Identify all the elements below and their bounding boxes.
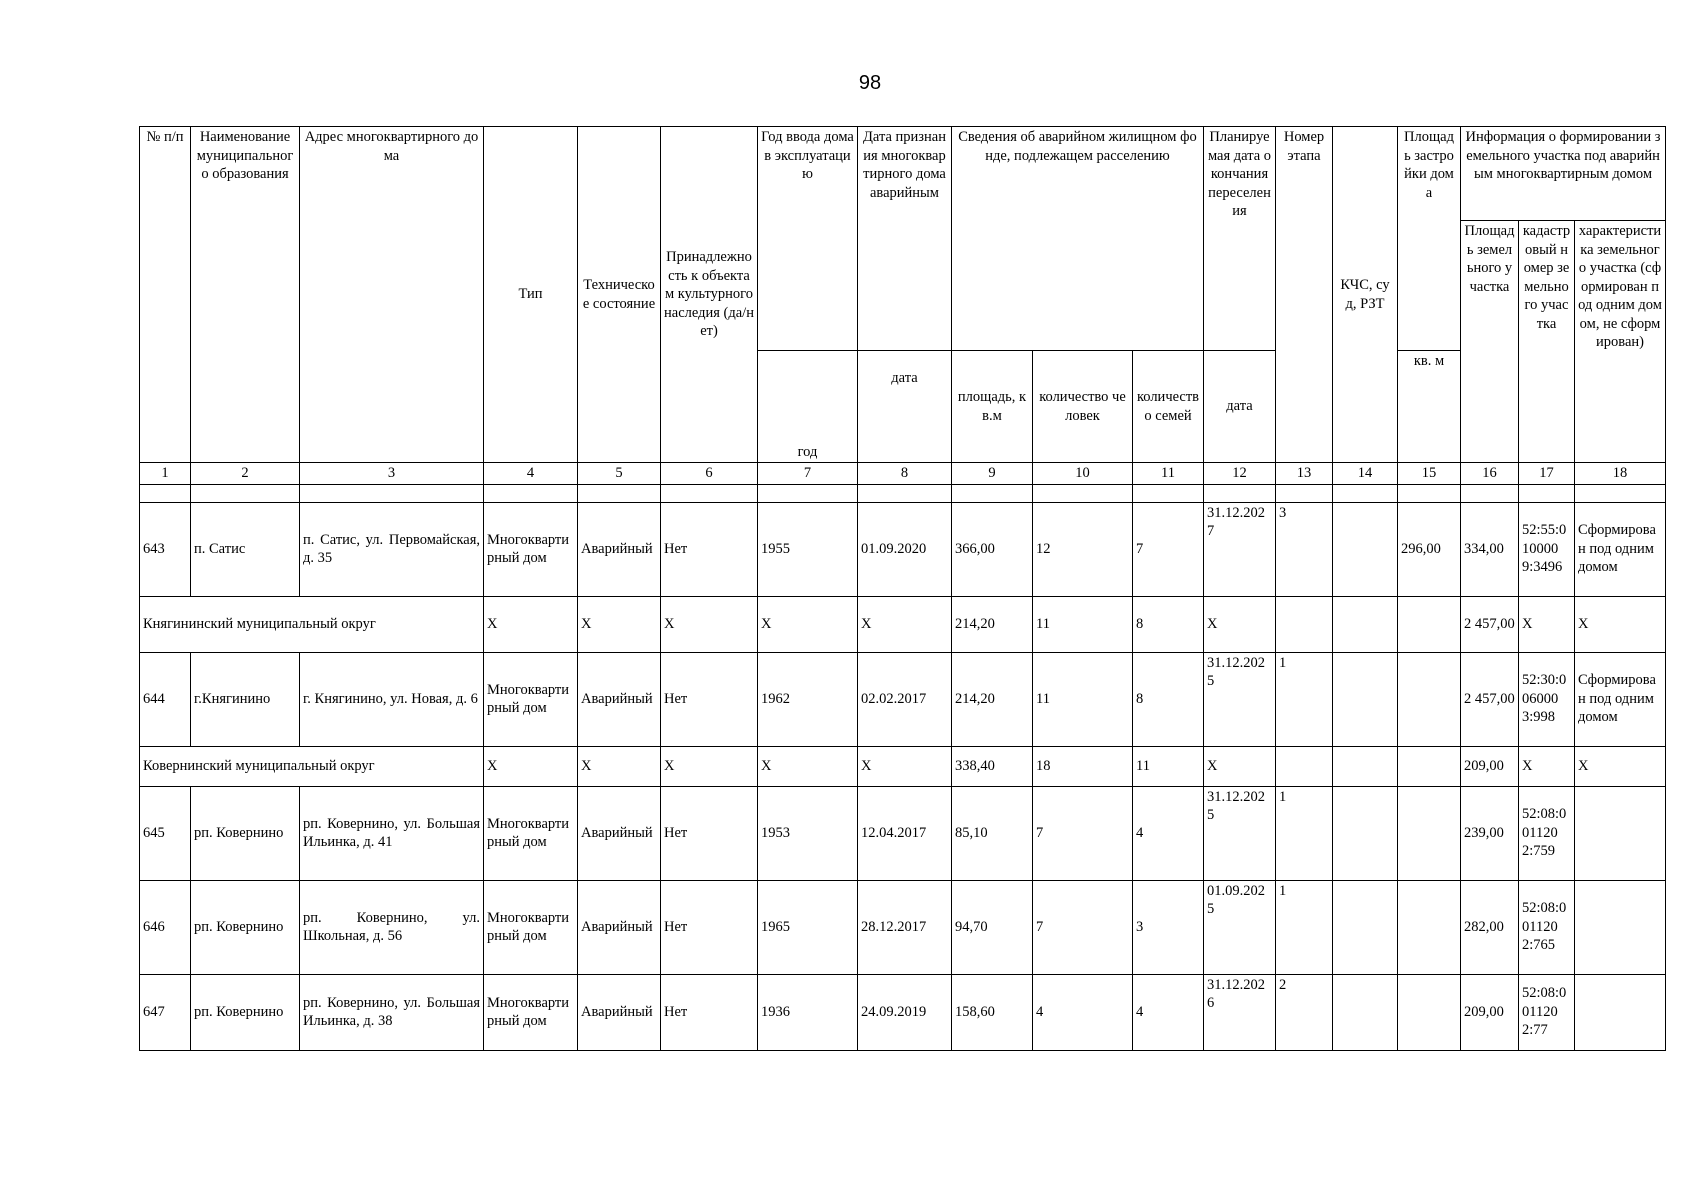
header-unit-plan-date: дата [1204, 351, 1276, 463]
header-unit-people: количество человек [1033, 351, 1133, 463]
cell-year: 1936 [758, 974, 858, 1050]
header-planned-date: Планируемая дата окончания переселения [1204, 127, 1276, 351]
cell-families: 4 [1133, 974, 1204, 1050]
header-land-info: Информация о формировании земельного участка под аварийным многоквартирным домом [1461, 127, 1666, 221]
subtotal-row [140, 596, 1666, 652]
cell-year: 1955 [758, 502, 858, 596]
header-kchs: КЧС, суд, РЗТ [1333, 127, 1398, 463]
cell-stage: 2 [1276, 974, 1333, 1050]
header-heritage: Принадлежность к объектам культурного наследия (да/нет) [661, 127, 758, 463]
cell-number: 645 [140, 786, 191, 880]
cell-date: 12.04.2017 [858, 786, 952, 880]
col-number: 3 [300, 463, 484, 485]
col-number: 14 [1333, 463, 1398, 485]
cell-x: X [1204, 746, 1276, 786]
header-unit-area: площадь, кв.м [952, 351, 1033, 463]
cell-municipality: рп. Ковернино [191, 880, 300, 974]
cell-kchs [1333, 502, 1398, 596]
header-stage: Номер этапа [1276, 127, 1333, 463]
cell-municipality: рп. Ковернино [191, 974, 300, 1050]
cell-type: Многоквартирный дом [484, 786, 578, 880]
cell-type: Многоквартирный дом [484, 652, 578, 746]
cell-build-area [1398, 652, 1461, 746]
cell-municipality: рп. Ковернино [191, 786, 300, 880]
cell-area: 94,70 [952, 880, 1033, 974]
cell-plan-date: 31.12.2025 [1204, 786, 1276, 880]
cell-plan-date: 31.12.2025 [1204, 652, 1276, 746]
subtotal-area: 338,40 [952, 746, 1033, 786]
col-number: 6 [661, 463, 758, 485]
cell-cadastral: 52:08:001120 2:759 [1519, 786, 1575, 880]
cell-date: 24.09.2019 [858, 974, 952, 1050]
cell-x: X [1575, 596, 1666, 652]
cell-land-area: 334,00 [1461, 502, 1519, 596]
cell-people: 11 [1033, 652, 1133, 746]
cell-cadastral: 52:08:001120 2:77 [1519, 974, 1575, 1050]
cell-address: рп. Ковернино, ул. Школьная, д. 56 [300, 880, 484, 974]
cell-kchs [1333, 786, 1398, 880]
header-year: Год ввода дома в эксплуатацию [758, 127, 858, 351]
col-number: 9 [952, 463, 1033, 485]
header-number: № п/п [140, 127, 191, 463]
cell-condition: Аварийный [578, 974, 661, 1050]
cell-families: 8 [1133, 652, 1204, 746]
cell-people: 7 [1033, 880, 1133, 974]
cell-area: 85,10 [952, 786, 1033, 880]
cell-plan-date: 31.12.2026 [1204, 974, 1276, 1050]
cell-year: 1953 [758, 786, 858, 880]
cell-x: X [1519, 746, 1575, 786]
header-cadastral: кадастровый номер земельного участка [1519, 221, 1575, 463]
cell-condition: Аварийный [578, 786, 661, 880]
cell-x: X [858, 746, 952, 786]
cell-municipality: г.Княгинино [191, 652, 300, 746]
emergency-housing-table [139, 126, 1666, 1051]
table-row [140, 880, 1666, 974]
cell-kchs [1333, 880, 1398, 974]
cell-land-characteristic [1575, 880, 1666, 974]
cell-x: X [1204, 596, 1276, 652]
col-number: 13 [1276, 463, 1333, 485]
table-row [140, 652, 1666, 746]
cell-land-area: 239,00 [1461, 786, 1519, 880]
subtotal-label: Ковернинский муниципальный округ [140, 746, 484, 786]
subtotal-people: 18 [1033, 746, 1133, 786]
cell-address: рп. Ковернино, ул. Большая Ильинка, д. 41 [300, 786, 484, 880]
cell-date: 02.02.2017 [858, 652, 952, 746]
table-row [140, 502, 1666, 596]
cell-heritage: Нет [661, 880, 758, 974]
cell-x: X [484, 596, 578, 652]
cell-kchs [1333, 652, 1398, 746]
cell-number: 647 [140, 974, 191, 1050]
header-land-area: Площадь земельного участка [1461, 221, 1519, 463]
cell-heritage: Нет [661, 786, 758, 880]
col-number: 2 [191, 463, 300, 485]
cell-build-area: 296,00 [1398, 502, 1461, 596]
cell-area: 366,00 [952, 502, 1033, 596]
cell-land-characteristic [1575, 974, 1666, 1050]
cell-heritage: Нет [661, 502, 758, 596]
cell-cadastral: 52:55:010000 9:3496 [1519, 502, 1575, 596]
cell-plan-date: 01.09.2025 [1204, 880, 1276, 974]
header-build-area: Площадь застройки дома [1398, 127, 1461, 351]
subtotal-families: 11 [1133, 746, 1204, 786]
cell-stage: 1 [1276, 880, 1333, 974]
cell-x: X [578, 746, 661, 786]
cell-families: 3 [1133, 880, 1204, 974]
header-unit-build: кв. м [1398, 351, 1461, 463]
page-number: 98 [858, 72, 882, 94]
subtotal-people: 11 [1033, 596, 1133, 652]
subtotal-land-area: 209,00 [1461, 746, 1519, 786]
cell-x: X [661, 596, 758, 652]
cell-type: Многоквартирный дом [484, 880, 578, 974]
table-row [140, 974, 1666, 1050]
header-type: Тип [484, 127, 578, 463]
col-number: 15 [1398, 463, 1461, 485]
cell-heritage: Нет [661, 974, 758, 1050]
cell-build-area [1398, 974, 1461, 1050]
cell-x: X [1575, 746, 1666, 786]
col-number: 4 [484, 463, 578, 485]
col-number: 8 [858, 463, 952, 485]
subtotal-label: Княгининский муниципальный округ [140, 596, 484, 652]
col-number: 10 [1033, 463, 1133, 485]
col-number: 11 [1133, 463, 1204, 485]
cell-x: X [661, 746, 758, 786]
col-number: 18 [1575, 463, 1666, 485]
cell-type: Многоквартирный дом [484, 974, 578, 1050]
cell-cadastral: 52:08:001120 2:765 [1519, 880, 1575, 974]
cell-date: 01.09.2020 [858, 502, 952, 596]
cell-area: 158,60 [952, 974, 1033, 1050]
table-row [140, 786, 1666, 880]
cell-date: 28.12.2017 [858, 880, 952, 974]
cell-families: 4 [1133, 786, 1204, 880]
cell-people: 4 [1033, 974, 1133, 1050]
col-number: 7 [758, 463, 858, 485]
cell-municipality: п. Сатис [191, 502, 300, 596]
header-unit-year: год [758, 351, 858, 463]
cell-number: 644 [140, 652, 191, 746]
cell-heritage: Нет [661, 652, 758, 746]
cell-land-characteristic: Сформирован под одним домом [1575, 502, 1666, 596]
header-unit-families: количество семей [1133, 351, 1204, 463]
cell-year: 1962 [758, 652, 858, 746]
cell-x: X [484, 746, 578, 786]
cell-condition: Аварийный [578, 880, 661, 974]
cell-land-area: 2 457,00 [1461, 652, 1519, 746]
cell-x: X [858, 596, 952, 652]
cell-condition: Аварийный [578, 652, 661, 746]
cell-number: 643 [140, 502, 191, 596]
cell-stage: 1 [1276, 652, 1333, 746]
cell-build-area [1398, 786, 1461, 880]
header-municipality: Наименование муниципального образования [191, 127, 300, 463]
header-unit-date: дата [858, 351, 952, 463]
cell-area: 214,20 [952, 652, 1033, 746]
cell-people: 7 [1033, 786, 1133, 880]
cell-address: рп. Ковернино, ул. Большая Ильинка, д. 38 [300, 974, 484, 1050]
subtotal-land-area: 2 457,00 [1461, 596, 1519, 652]
cell-x: X [758, 596, 858, 652]
cell-number: 646 [140, 880, 191, 974]
col-number: 12 [1204, 463, 1276, 485]
cell-x: X [578, 596, 661, 652]
header-land-characteristic: характеристика земельного участка (сформирован под одним домом, не сформирован) [1575, 221, 1666, 463]
cell-x: X [1519, 596, 1575, 652]
cell-land-characteristic [1575, 786, 1666, 880]
cell-stage: 1 [1276, 786, 1333, 880]
cell-build-area [1398, 880, 1461, 974]
cell-plan-date: 31.12.2027 [1204, 502, 1276, 596]
cell-families: 7 [1133, 502, 1204, 596]
cell-people: 12 [1033, 502, 1133, 596]
col-number: 1 [140, 463, 191, 485]
cell-land-characteristic: Сформирован под одним домом [1575, 652, 1666, 746]
cell-address: п. Сатис, ул. Первомайская, д. 35 [300, 502, 484, 596]
cell-kchs [1333, 974, 1398, 1050]
cell-type: Многоквартирный дом [484, 502, 578, 596]
cell-year: 1965 [758, 880, 858, 974]
subtotal-area: 214,20 [952, 596, 1033, 652]
header-recognition-date: Дата признания многоквартирного дома аварийным [858, 127, 952, 351]
header-condition: Техническое состояние [578, 127, 661, 463]
col-number: 16 [1461, 463, 1519, 485]
subtotal-row [140, 746, 1666, 786]
col-number: 5 [578, 463, 661, 485]
col-number: 17 [1519, 463, 1575, 485]
header-housing-info: Сведения об аварийном жилищном фонде, подлежащем расселению [952, 127, 1204, 351]
header-address: Адрес многоквартирного дома [300, 127, 484, 463]
cell-stage: 3 [1276, 502, 1333, 596]
cell-address: г. Княгинино, ул. Новая, д. 6 [300, 652, 484, 746]
cell-cadastral: 52:30:006000 3:998 [1519, 652, 1575, 746]
subtotal-families: 8 [1133, 596, 1204, 652]
cell-land-area: 209,00 [1461, 974, 1519, 1050]
cell-x: X [758, 746, 858, 786]
cell-condition: Аварийный [578, 502, 661, 596]
cell-land-area: 282,00 [1461, 880, 1519, 974]
